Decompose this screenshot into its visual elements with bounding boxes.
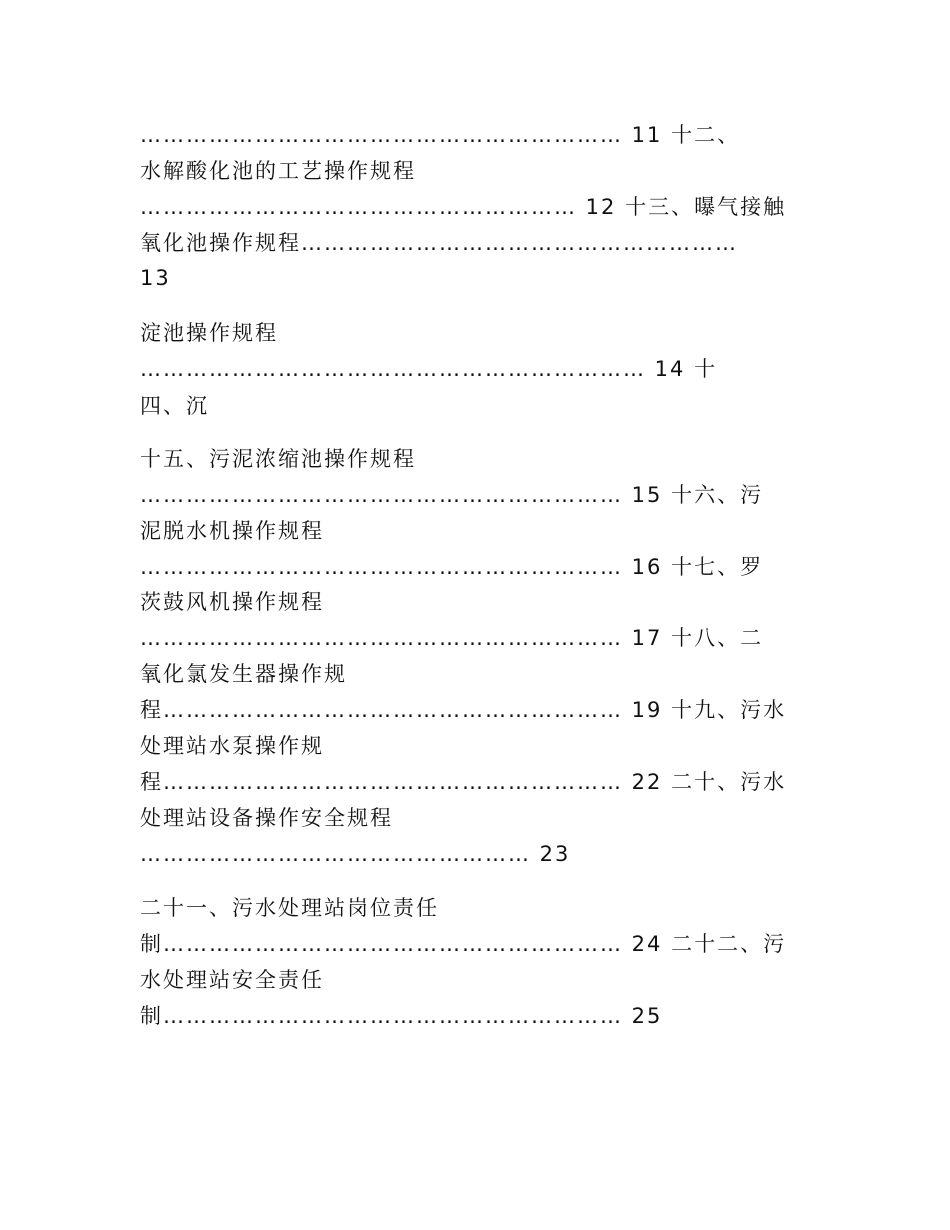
toc-line: 制…………………………………………………… 24 二十二、污 <box>140 932 787 956</box>
toc-line: 二十一、污水处理站岗位责任 <box>140 896 439 920</box>
toc-line: ……………………………………………………… 16 十七、罗 <box>140 555 764 579</box>
toc-line: ………………………………………………………… 14 十 <box>140 357 718 381</box>
toc-line: 制…………………………………………………… 25 <box>140 1004 663 1028</box>
toc-line: 13 <box>140 266 171 290</box>
toc-line: 程…………………………………………………… 22 二十、污水 <box>140 770 787 794</box>
toc-line: ……………………………………………………… 17 十八、二 <box>140 626 764 650</box>
toc-line: ………………………………………………… 12 十三、曝气接触 <box>140 195 787 219</box>
toc-line: 水解酸化池的工艺操作规程 <box>140 159 416 183</box>
toc-line: 四、沉 <box>140 394 209 418</box>
toc-line: 茨鼓风机操作规程 <box>140 590 324 614</box>
toc-line: 处理站设备操作安全规程 <box>140 806 393 830</box>
toc-line: 程…………………………………………………… 19 十九、污水 <box>140 698 787 722</box>
toc-line: …………………………………………… 23 <box>140 842 571 866</box>
toc-line: ……………………………………………………… 15 十六、污 <box>140 483 764 507</box>
toc-line: 十五、污泥浓缩池操作规程 <box>140 447 416 471</box>
toc-line: ……………………………………………………… 11 十二、 <box>140 123 741 147</box>
toc-line: 水处理站安全责任 <box>140 968 324 992</box>
toc-line: 氧化氯发生器操作规 <box>140 662 347 686</box>
toc-line: 淀池操作规程 <box>140 321 278 345</box>
toc-line: 处理站水泵操作规 <box>140 734 324 758</box>
toc-line: 氧化池操作规程………………………………………………… <box>140 231 738 255</box>
toc-line: 泥脱水机操作规程 <box>140 519 324 543</box>
